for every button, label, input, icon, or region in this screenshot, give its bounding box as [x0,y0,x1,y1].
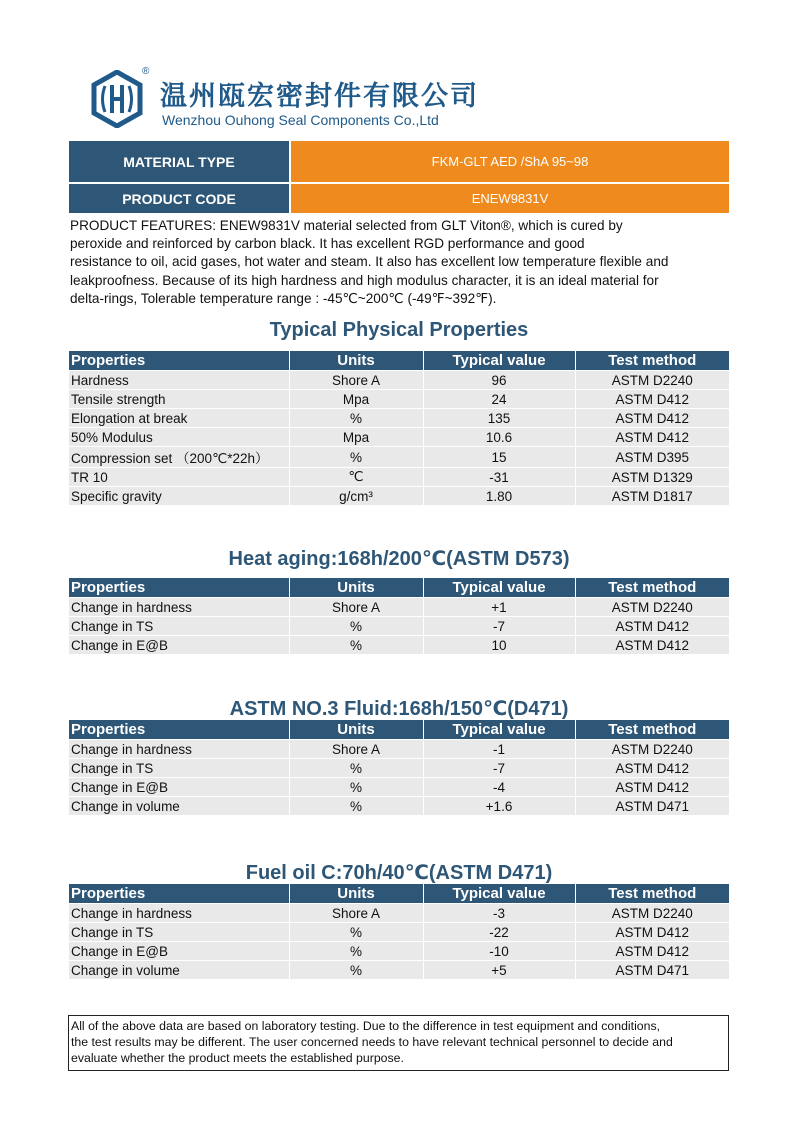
cell-property: Change in E@B [69,636,289,655]
col-header-test-method: Test method [575,578,729,598]
table-row [69,428,729,447]
table-row [69,797,729,816]
cell-value: -10 [423,942,575,961]
cell-method: ASTM D412 [575,409,729,428]
astm-fluid-table [69,720,729,815]
table-row [69,636,729,655]
features-line: peroxide and reinforced by carbon black. It has excellent RGD performance and good [70,236,585,252]
cell-units: Shore A [289,740,423,759]
table-header-row [69,351,729,371]
cell-method: ASTM D395 [575,447,729,468]
cell-property: Change in TS [69,617,289,636]
registered-mark: ® [142,66,150,77]
cell-units: Shore A [289,904,423,923]
cell-method: ASTM D2240 [575,598,729,617]
material-type-value: FKM-GLT AED /ShA 95~98 [291,141,729,182]
col-header-units: Units [289,351,423,371]
cell-property: Change in volume [69,961,289,980]
cell-property: Change in hardness [69,598,289,617]
cell-property: Compression set （200℃*22h） [69,447,289,468]
cell-value: -7 [423,617,575,636]
table-row [69,598,729,617]
cell-method: ASTM D412 [575,390,729,409]
cell-property: TR 10 [69,468,289,487]
col-header-typical-value: Typical value [423,720,575,740]
cell-property: Change in TS [69,759,289,778]
table-row [69,740,729,759]
col-header-units: Units [289,884,423,904]
table-row [69,487,729,506]
cell-method: ASTM D412 [575,923,729,942]
cell-units: % [289,797,423,816]
cell-property: Change in E@B [69,778,289,797]
cell-units: Shore A [289,598,423,617]
cell-value: +5 [423,961,575,980]
table-header-row [69,578,729,598]
hexagon-h-logo-icon [88,70,146,128]
cell-units: % [289,447,423,468]
table-row [69,778,729,797]
table-row [69,904,729,923]
cell-units: g/cm³ [289,487,423,506]
cell-method: ASTM D412 [575,636,729,655]
cell-units: % [289,636,423,655]
features-line: resistance to oil, acid gases, hot water and steam. It also has excellent low temperature flexible and [70,254,669,270]
cell-units: % [289,759,423,778]
product-features [70,217,730,308]
table-row [69,409,729,428]
col-header-properties: Properties [69,578,289,598]
material-type-label: MATERIAL TYPE [69,141,289,182]
table-row [69,447,729,468]
disclaimer-line: the test results may be different. The user concerned needs to have relevant technical personnel to decide and [71,1035,673,1049]
cell-property: Specific gravity [69,487,289,506]
cell-property: Change in E@B [69,942,289,961]
col-header-properties: Properties [69,720,289,740]
cell-property: Change in volume [69,797,289,816]
cell-property: Change in hardness [69,904,289,923]
cell-value: -22 [423,923,575,942]
cell-method: ASTM D2240 [575,904,729,923]
cell-value: -4 [423,778,575,797]
col-header-typical-value: Typical value [423,578,575,598]
cell-method: ASTM D2240 [575,371,729,390]
fuel-oil-table [69,884,729,979]
cell-units: Mpa [289,428,423,447]
section-title-heat-aging: Heat aging:168h/200℃(ASTM D573) [228,548,570,570]
cell-value: 24 [423,390,575,409]
cell-method: ASTM D412 [575,617,729,636]
col-header-test-method: Test method [575,351,729,371]
col-header-properties: Properties [69,884,289,904]
cell-method: ASTM D1817 [575,487,729,506]
company-name-cn: 温州瓯宏密封件有限公司 [160,81,479,111]
col-header-units: Units [289,578,423,598]
cell-value: +1.6 [423,797,575,816]
company-name-en: Wenzhou Ouhong Seal Components Co.,Ltd [162,112,439,128]
col-header-test-method: Test method [575,720,729,740]
cell-units: Shore A [289,371,423,390]
cell-property: Change in TS [69,923,289,942]
cell-units: % [289,961,423,980]
disclaimer-box [68,1015,729,1071]
table-row [69,961,729,980]
table-header-row [69,884,729,904]
disclaimer-line: All of the above data are based on laboratory testing. Due to the difference in test equipment and conditions, [71,1019,661,1033]
cell-property: Tensile strength [69,390,289,409]
table-row [69,390,729,409]
cell-value: -3 [423,904,575,923]
cell-units: % [289,778,423,797]
cell-method: ASTM D412 [575,428,729,447]
cell-value: -1 [423,740,575,759]
col-header-typical-value: Typical value [423,351,575,371]
product-code-value: ENEW9831V [291,184,729,213]
cell-value: -7 [423,759,575,778]
cell-property: 50% Modulus [69,428,289,447]
cell-method: ASTM D412 [575,759,729,778]
col-header-properties: Properties [69,351,289,371]
table-row [69,617,729,636]
cell-method: ASTM D412 [575,778,729,797]
features-line: delta-rings, Tolerable temperature range : -45℃~200℃ (-49℉~392℉). [70,290,497,306]
table-row [69,468,729,487]
cell-property: Change in hardness [69,740,289,759]
table-row [69,923,729,942]
cell-method: ASTM D471 [575,961,729,980]
product-code-row [69,184,729,213]
physical-properties-table [69,351,729,505]
col-header-units: Units [289,720,423,740]
cell-method: ASTM D471 [575,797,729,816]
cell-property: Elongation at break [69,409,289,428]
cell-value: 10 [423,636,575,655]
cell-value: 1.80 [423,487,575,506]
section-title-physical: Typical Physical Properties [269,319,529,341]
cell-property: Hardness [69,371,289,390]
cell-units: % [289,942,423,961]
section-title-fuel-oil: Fuel oil C:70h/40℃(ASTM D471) [245,862,553,884]
cell-units: ℃ [289,468,423,487]
product-code-label: PRODUCT CODE [69,184,289,213]
company-header [88,68,608,132]
cell-units: Mpa [289,390,423,409]
cell-value: 96 [423,371,575,390]
cell-value: 15 [423,447,575,468]
cell-method: ASTM D2240 [575,740,729,759]
cell-value: 10.6 [423,428,575,447]
material-type-row [69,141,729,182]
features-line: PRODUCT FEATURES: ENEW9831V material selected from GLT Viton®, which is cured by [70,218,623,233]
cell-method: ASTM D412 [575,942,729,961]
table-row [69,759,729,778]
table-row [69,371,729,390]
cell-units: % [289,617,423,636]
cell-units: % [289,409,423,428]
disclaimer-line: evaluate whether the product meets the established purpose. [71,1051,404,1065]
col-header-typical-value: Typical value [423,884,575,904]
table-header-row [69,720,729,740]
cell-units: % [289,923,423,942]
section-title-astm-fluid: ASTM NO.3 Fluid:168h/150℃(D471) [229,698,569,720]
table-row [69,942,729,961]
cell-value: +1 [423,598,575,617]
cell-value: 135 [423,409,575,428]
features-line: leakproofness. Because of its high hardness and high modulus character, it is an ideal material for [70,272,659,288]
col-header-test-method: Test method [575,884,729,904]
cell-value: -31 [423,468,575,487]
cell-method: ASTM D1329 [575,468,729,487]
heat-aging-table [69,578,729,654]
